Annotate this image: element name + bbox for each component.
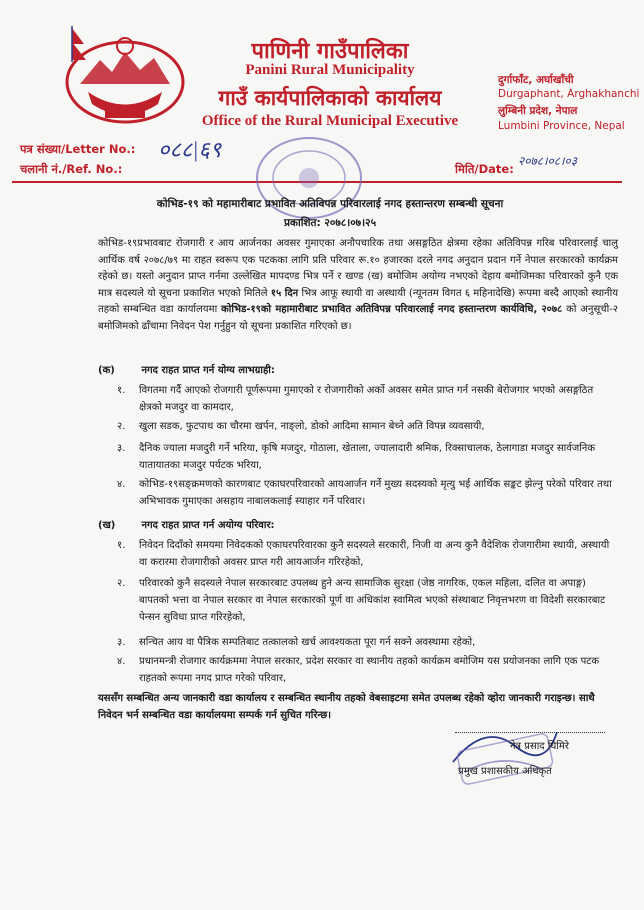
- intro-bold-1: १५ दिन: [270, 287, 299, 299]
- signatory-name: नेत्र प्रसाद घिमिरे: [510, 741, 569, 752]
- section-b-title: नगद राहत प्राप्त गर्न अयोग्य परिवार:: [141, 520, 275, 531]
- notice-published-date: प्रकाशित: २०७८।०७।२५: [283, 217, 377, 229]
- address-line1-en: Durgaphant, Arghakhanchi: [498, 88, 640, 100]
- section-b-heading: [98, 517, 275, 531]
- signature-line: [455, 732, 605, 733]
- municipality-name-np: पाणिनी गाउँपालिका: [251, 39, 409, 64]
- intro-part-2: भित्र आफू स्थायी वा अस्थायी (न्यूनतम विगत ६ महिनादेखि) रूपमा बस्दै आएको स्थानीय तहको सम्बन्धित वडा कार्यालयमा: [98, 287, 618, 315]
- intro-part-1: कोभिड-१९प्रभावबाट रोजगारी र आय आर्जनका अवसर गुमाएका अनौपचारिक तथा असङ्गठित क्षेत्रमा रहेका अतिविपन्न गरिब परिवारलाई चालु आर्थिक वर्ष २०७८/७९ मा राहत स्वरूप एक पटकका लागि प्रति परिवार रू.१० हजारका दरले नगद अनुदान प्रदान गर्ने नेपाल सरकारको कार्यक्रम रहेको छ। यस्तो अनुदान प्राप्त गर्नमा उल्लेखित मापदण्ड भित्र पर्ने र खण्ड (ख) बमोजिम अयोग्य नभएको देहाय बमोजिमका परिवारको कुनै एक मात्र सदस्यले यो सूचना प्रकाशित भएको मितिले: [98, 238, 618, 299]
- list-item: २. खुला सडक, फुटपाथ का चौरमा खर्पन, नाङ्लो, डोको आदिमा सामान बेच्ने अति विपन्न व्यवसायी,: [117, 421, 485, 432]
- address-line2-en: Lumbini Province, Nepal: [498, 120, 625, 132]
- list-item: २. परिवारको कुनै सदस्यले नेपाल सरकारबाट उपलब्ध हुने अन्य सामाजिक सुरक्षा (जेष्ठ नागरिक, एकल महिला, दलित वा अपाङ्ग) बापतको भत्ता वा नेपाल सरकार वा नेपाल सरकारको पूर्ण वा अधिकांश स्वामित्व भएको संस्थाबाट निवृत्तभरण वा विदेशी सरकारबाट पेन्सन सुविधा प्राप्त गरिरहेको,: [117, 578, 606, 623]
- municipality-name-en: Panini Rural Municipality: [245, 62, 415, 78]
- date-label: मिति/Date:: [455, 162, 514, 176]
- section-b-key: (ख): [98, 520, 116, 531]
- closing-paragraph: यससँग सम्बन्धित अन्य जानकारी वडा कार्यालय र सम्बन्धित स्थानीय तहको वेबसाइटमा समेत उपलब्ध रहेको व्होरा जानकारी गराइन्छ। साथै निवेदन भर्न सम्बन्धित वडा कार्यालयमा सम्पर्क गर्न सुचित गरिन्छ।: [98, 693, 595, 721]
- list-item: ३. सन्चित आय वा पैत्रिक सम्पतिबाट तत्कालको खर्च आवश्यकता पूरा गर्न सक्ने अवस्थामा रहेको,: [117, 637, 476, 648]
- nepal-emblem-icon: [50, 22, 200, 132]
- office-name-np: गाउँ कार्यपालिकाको कार्यालय: [218, 86, 442, 110]
- section-a-key: (क): [98, 365, 115, 376]
- list-item: १. विगतमा गर्दै आएको रोजगारी पूर्णरूपमा गुमाएको र रोजगारीको अर्को अवसर समेत प्राप्त गर्न नसकी बेरोजगार भएको असङ्गठित क्षेत्रको मजदुर वा कामदार,: [117, 385, 594, 413]
- intro-bold-2: कोभिड-१९को महामारीबाट प्रभावित अतिविपन्न परिवारलाई नगद हस्तान्तरण कार्यविधि, २०७८: [221, 304, 563, 315]
- ref-no-label: चलानी नं./Ref. No.:: [20, 162, 123, 176]
- letter-no-value: ०८८|६९: [158, 137, 222, 162]
- list-item: १. निवेदन दिदाँको समयमा निवेदकको एकाघरपरिवारका कुनै सदस्यले सरकारी, निजी वा अन्य कुनै वैदेशिक रोजगारीमा स्थायी, अस्थायी वा करारमा रोजगारीको अवसर प्राप्त गरी आयआर्जन गरिरहेको,: [117, 540, 610, 568]
- list-item: ४. कोभिड-१९सङ्क्रमणको कारणबाट एकाघरपरिवारको आयआर्जन गर्ने मुख्य सदस्यको मृत्यु भई आर्थिक सङ्कट झेल्नु परेको परिवार तथा अभिभावक गुमाएका असहाय नाबालकलाई स्याहार गर्ने परिवार।: [117, 479, 612, 507]
- address-line1-np: दुर्गाफाँट, अर्घाखाँची: [498, 74, 574, 86]
- section-a-title: नगद राहत प्राप्त गर्न योग्य लाभग्राही:: [141, 365, 275, 376]
- date-value: २०७८।०८।०३: [518, 154, 578, 168]
- list-item: ३. दैनिक ज्याला मजदुरी गर्ने भरिया, कृषि मजदुर, गोठाला, खेताला, ज्यालादारी श्रमिक, रिक्साचालक, ठेलागाडा मजदुर सार्वजनिक यातायातका मजदुर पर्यटक भरिया,: [117, 443, 596, 471]
- letter-no-label: पत्र संख्या/Letter No.:: [20, 142, 136, 156]
- signatory-title: प्रमुख प्रशासकीय अधिकृत: [458, 766, 552, 777]
- notice-intro: [98, 236, 618, 335]
- notice-title: कोभिड-१९ को महामारीबाट प्रभावित अतिविपन्न परिवारलाई नगद हस्तान्तरण सम्बन्धी सूचना: [156, 198, 504, 210]
- intro-part-3: को अनुसूची-२ बमोजिमको ढाँचामा निवेदन पेश गर्नुहुन यो सूचना प्रकाशित गरिएको छ।: [98, 304, 618, 332]
- office-name-en: Office of the Rural Municipal Executive: [201, 113, 459, 129]
- list-item: ४. प्रधानमन्त्री रोजगार कार्यक्रममा नेपाल सरकार, प्रदेश सरकार वा स्थानीय तहको कार्यक्रम बमोजिम यस प्रयोजनका लागि एक पटक राहतको रूपमा नगद प्राप्त गरेको परिवार,: [117, 656, 600, 684]
- section-a-heading: [98, 362, 275, 376]
- address-line2-np: लुम्बिनी प्रदेश, नेपाल: [498, 105, 578, 117]
